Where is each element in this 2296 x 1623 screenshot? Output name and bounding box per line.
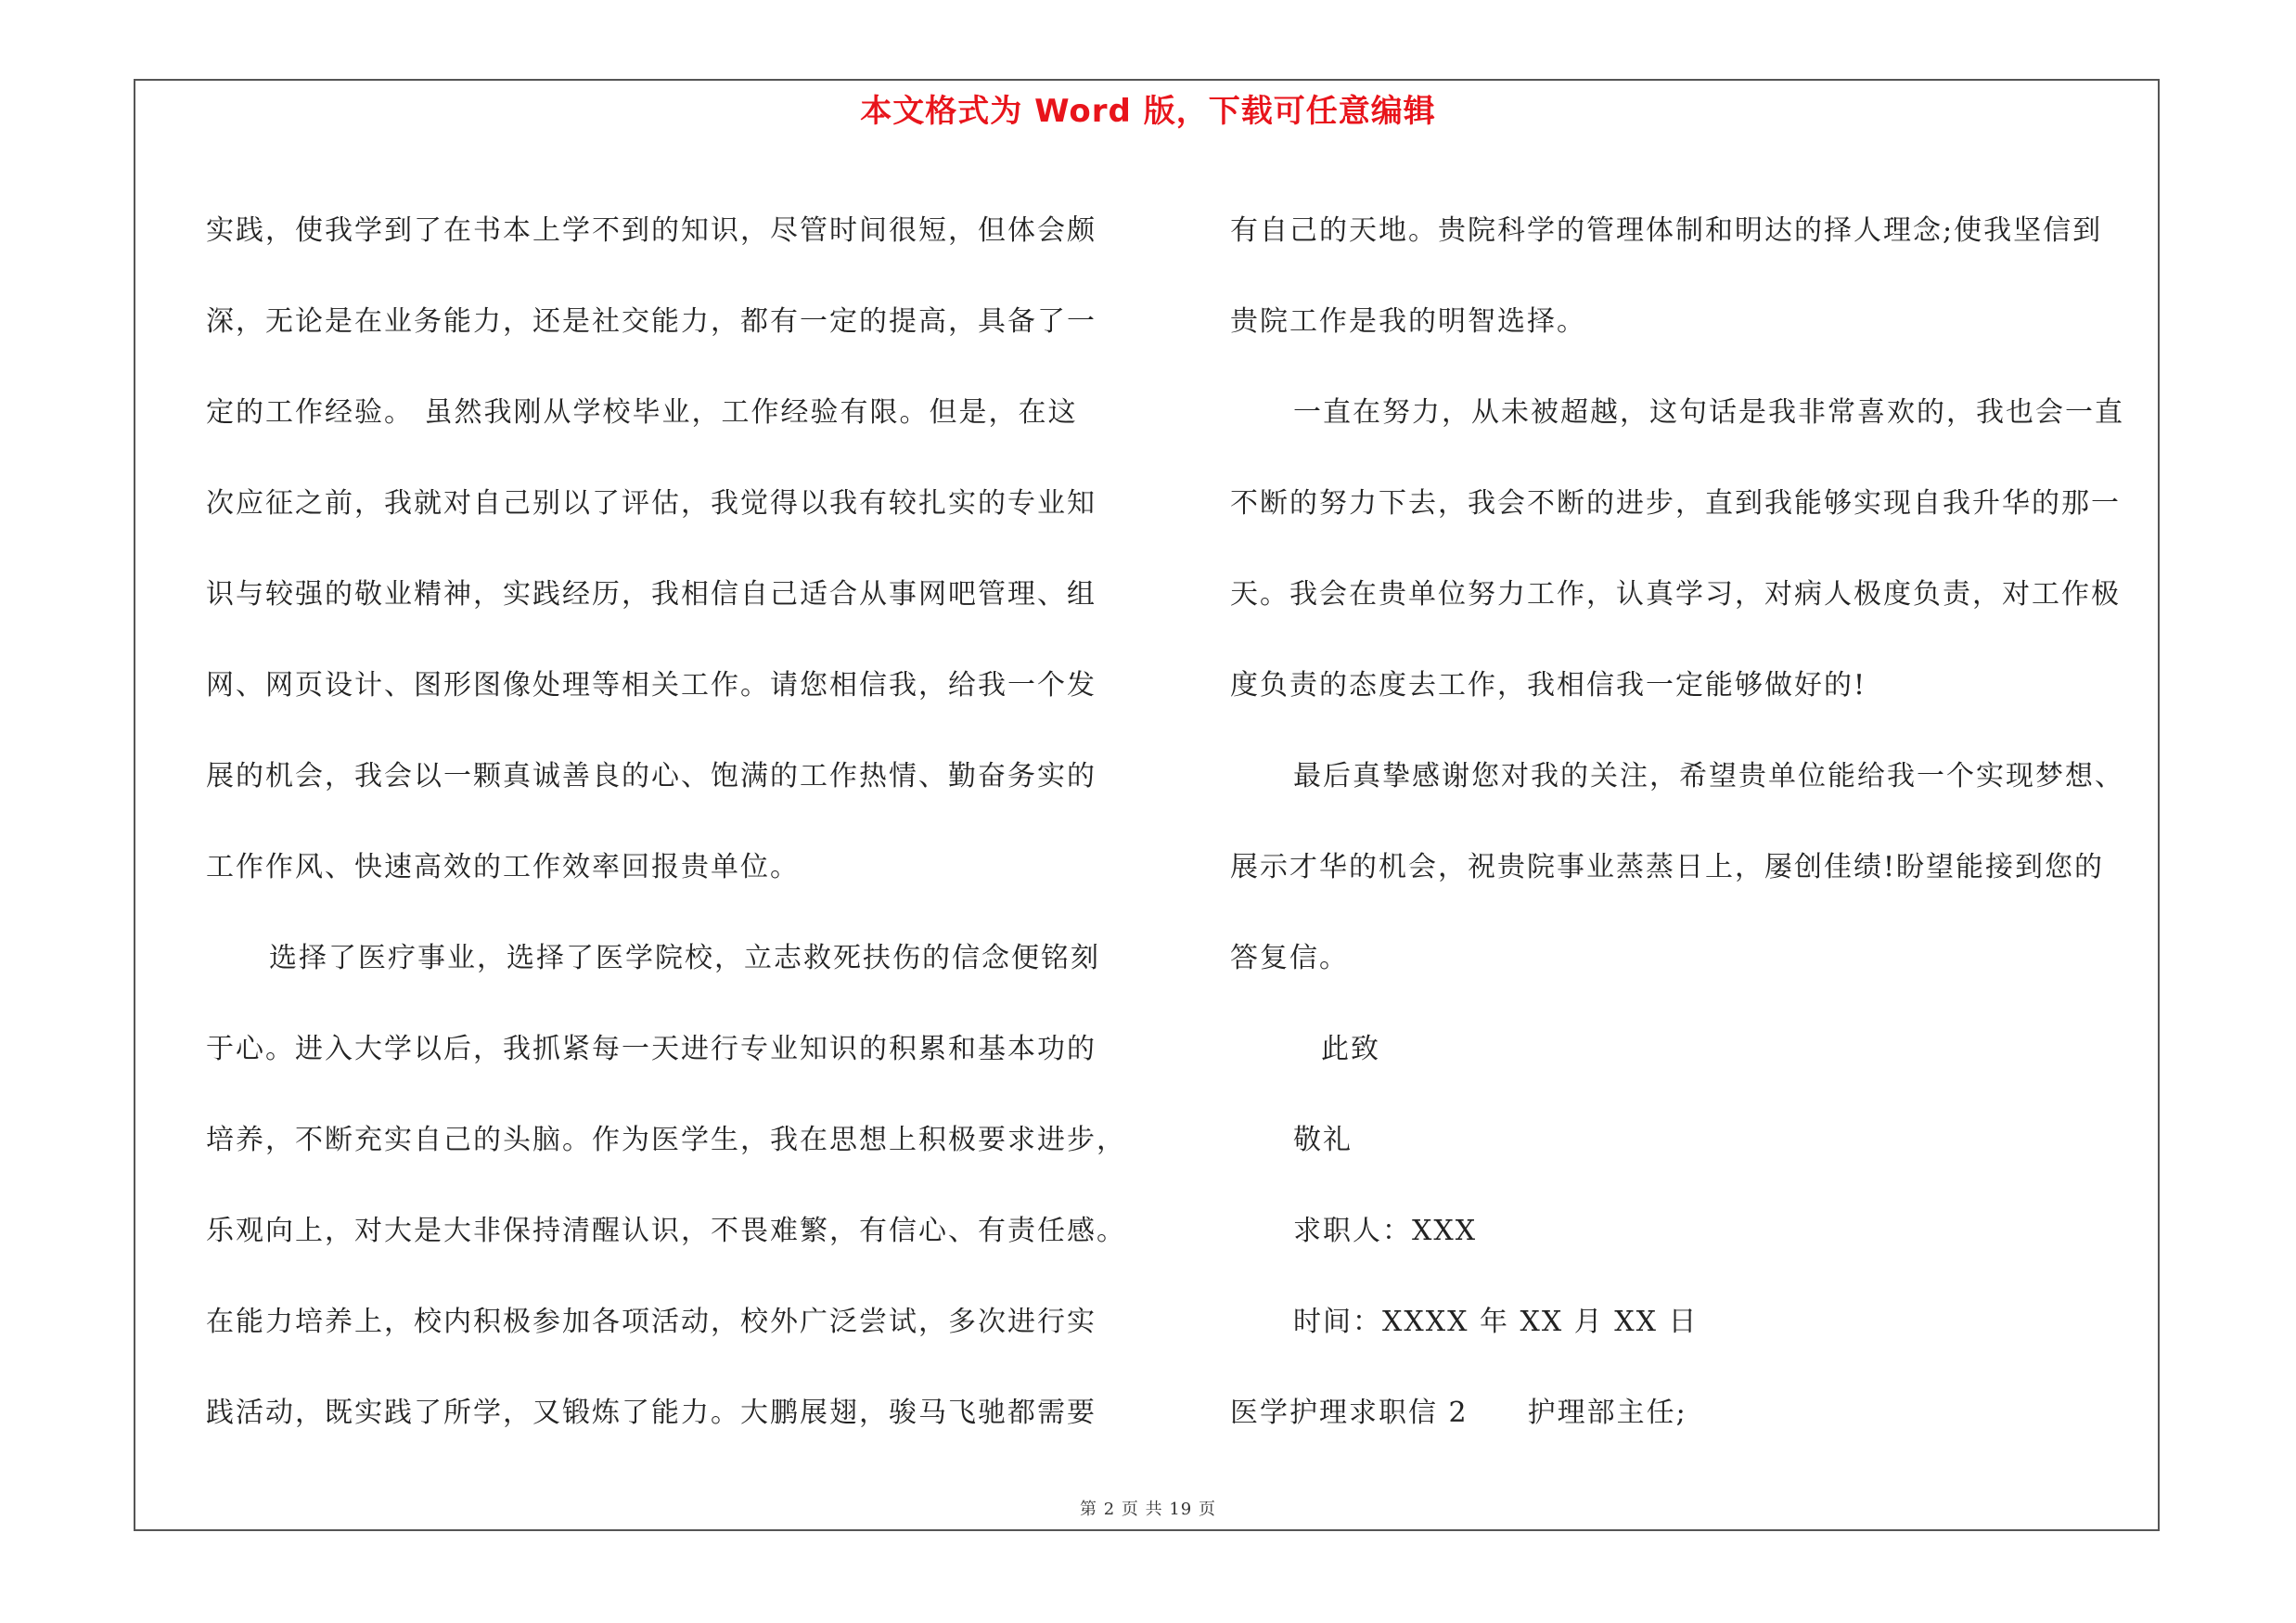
text-line: 乐观向上，对大是大非保持清醒认识，不畏难繁，有信心、有责任感。 — [206, 1215, 1126, 1247]
text-line: 定的工作经验。 虽然我刚从学校毕业，工作经验有限。但是，在这 — [206, 396, 1078, 429]
text-line: 度负责的态度去工作，我相信我一定能够做好的! — [1230, 669, 1867, 702]
text-line: 培养，不断充实自己的头脑。作为医学生，我在思想上积极要求进步， — [206, 1124, 1126, 1156]
text-line: 于心。进入大学以后，我抓紧每一天进行专业知识的积累和基本功的 — [206, 1033, 1097, 1065]
page-number: 第 2 页 共 19 页 — [1080, 1500, 1216, 1519]
left-text-column — [206, 186, 1134, 1459]
text-line: 深，无论是在业务能力，还是社交能力，都有一定的提高，具备了一 — [206, 305, 1097, 338]
text-line: 识与较强的敬业精神，实践经历，我相信自己适合从事网吧管理、组 — [206, 578, 1097, 611]
text-line: 践活动，既实践了所学，又锻炼了能力。大鹏展翅，骏马飞驰都需要 — [206, 1397, 1097, 1429]
letter-date: 时间：XXXX 年 XX 月 XX 日 — [1293, 1306, 1699, 1338]
text-line: 答复信。 — [1230, 942, 1349, 974]
text-line: 有自己的天地。贵院科学的管理体制和明达的择人理念;使我坚信到 — [1230, 214, 2103, 247]
text-line: 不断的努力下去，我会不断的进步，直到我能够实现自我升华的那一 — [1230, 487, 2121, 520]
text-line: 展示才华的机会，祝贵院事业蒸蒸日上，屡创佳绩!盼望能接到您的 — [1230, 851, 2105, 883]
closing-regards: 敬礼 — [1293, 1124, 1353, 1156]
paragraph-start-line: 选择了医疗事业，选择了医学院校，立志救死扶伤的信念便铭刻 — [269, 942, 1100, 974]
applicant-name: 求职人：XXX — [1293, 1215, 1478, 1247]
text-line: 展的机会，我会以一颗真诚善良的心、饱满的工作热情、勤奋务实的 — [206, 760, 1097, 792]
format-banner: 本文格式为 Word 版，下载可任意编辑 — [860, 93, 1436, 130]
paragraph-start-line: 一直在努力，从未被超越，这句话是我非常喜欢的，我也会一直 — [1293, 396, 2124, 429]
right-text-column — [1230, 186, 2195, 1459]
text-line: 网、网页设计、图形图像处理等相关工作。请您相信我，给我一个发 — [206, 669, 1097, 702]
text-line: 在能力培养上，校内积极参加各项活动，校外广泛尝试，多次进行实 — [206, 1306, 1097, 1338]
text-line: 天。我会在贵单位努力工作，认真学习，对病人极度负责，对工作极 — [1230, 578, 2121, 611]
next-letter-heading: 医学护理求职信 2 护理部主任; — [1230, 1397, 1687, 1429]
text-line: 贵院工作是我的明智选择。 — [1230, 305, 1586, 338]
text-line: 次应征之前，我就对自己别以了评估，我觉得以我有较扎实的专业知 — [206, 487, 1097, 520]
paragraph-start-line: 最后真挚感谢您对我的关注，希望贵单位能给我一个实现梦想、 — [1293, 760, 2124, 792]
text-line: 工作作风、快速高效的工作效率回报贵单位。 — [206, 851, 800, 883]
text-line: 实践，使我学到了在书本上学不到的知识，尽管时间很短，但体会颇 — [206, 214, 1097, 247]
closing-salutation: 此致 — [1321, 1033, 1380, 1065]
